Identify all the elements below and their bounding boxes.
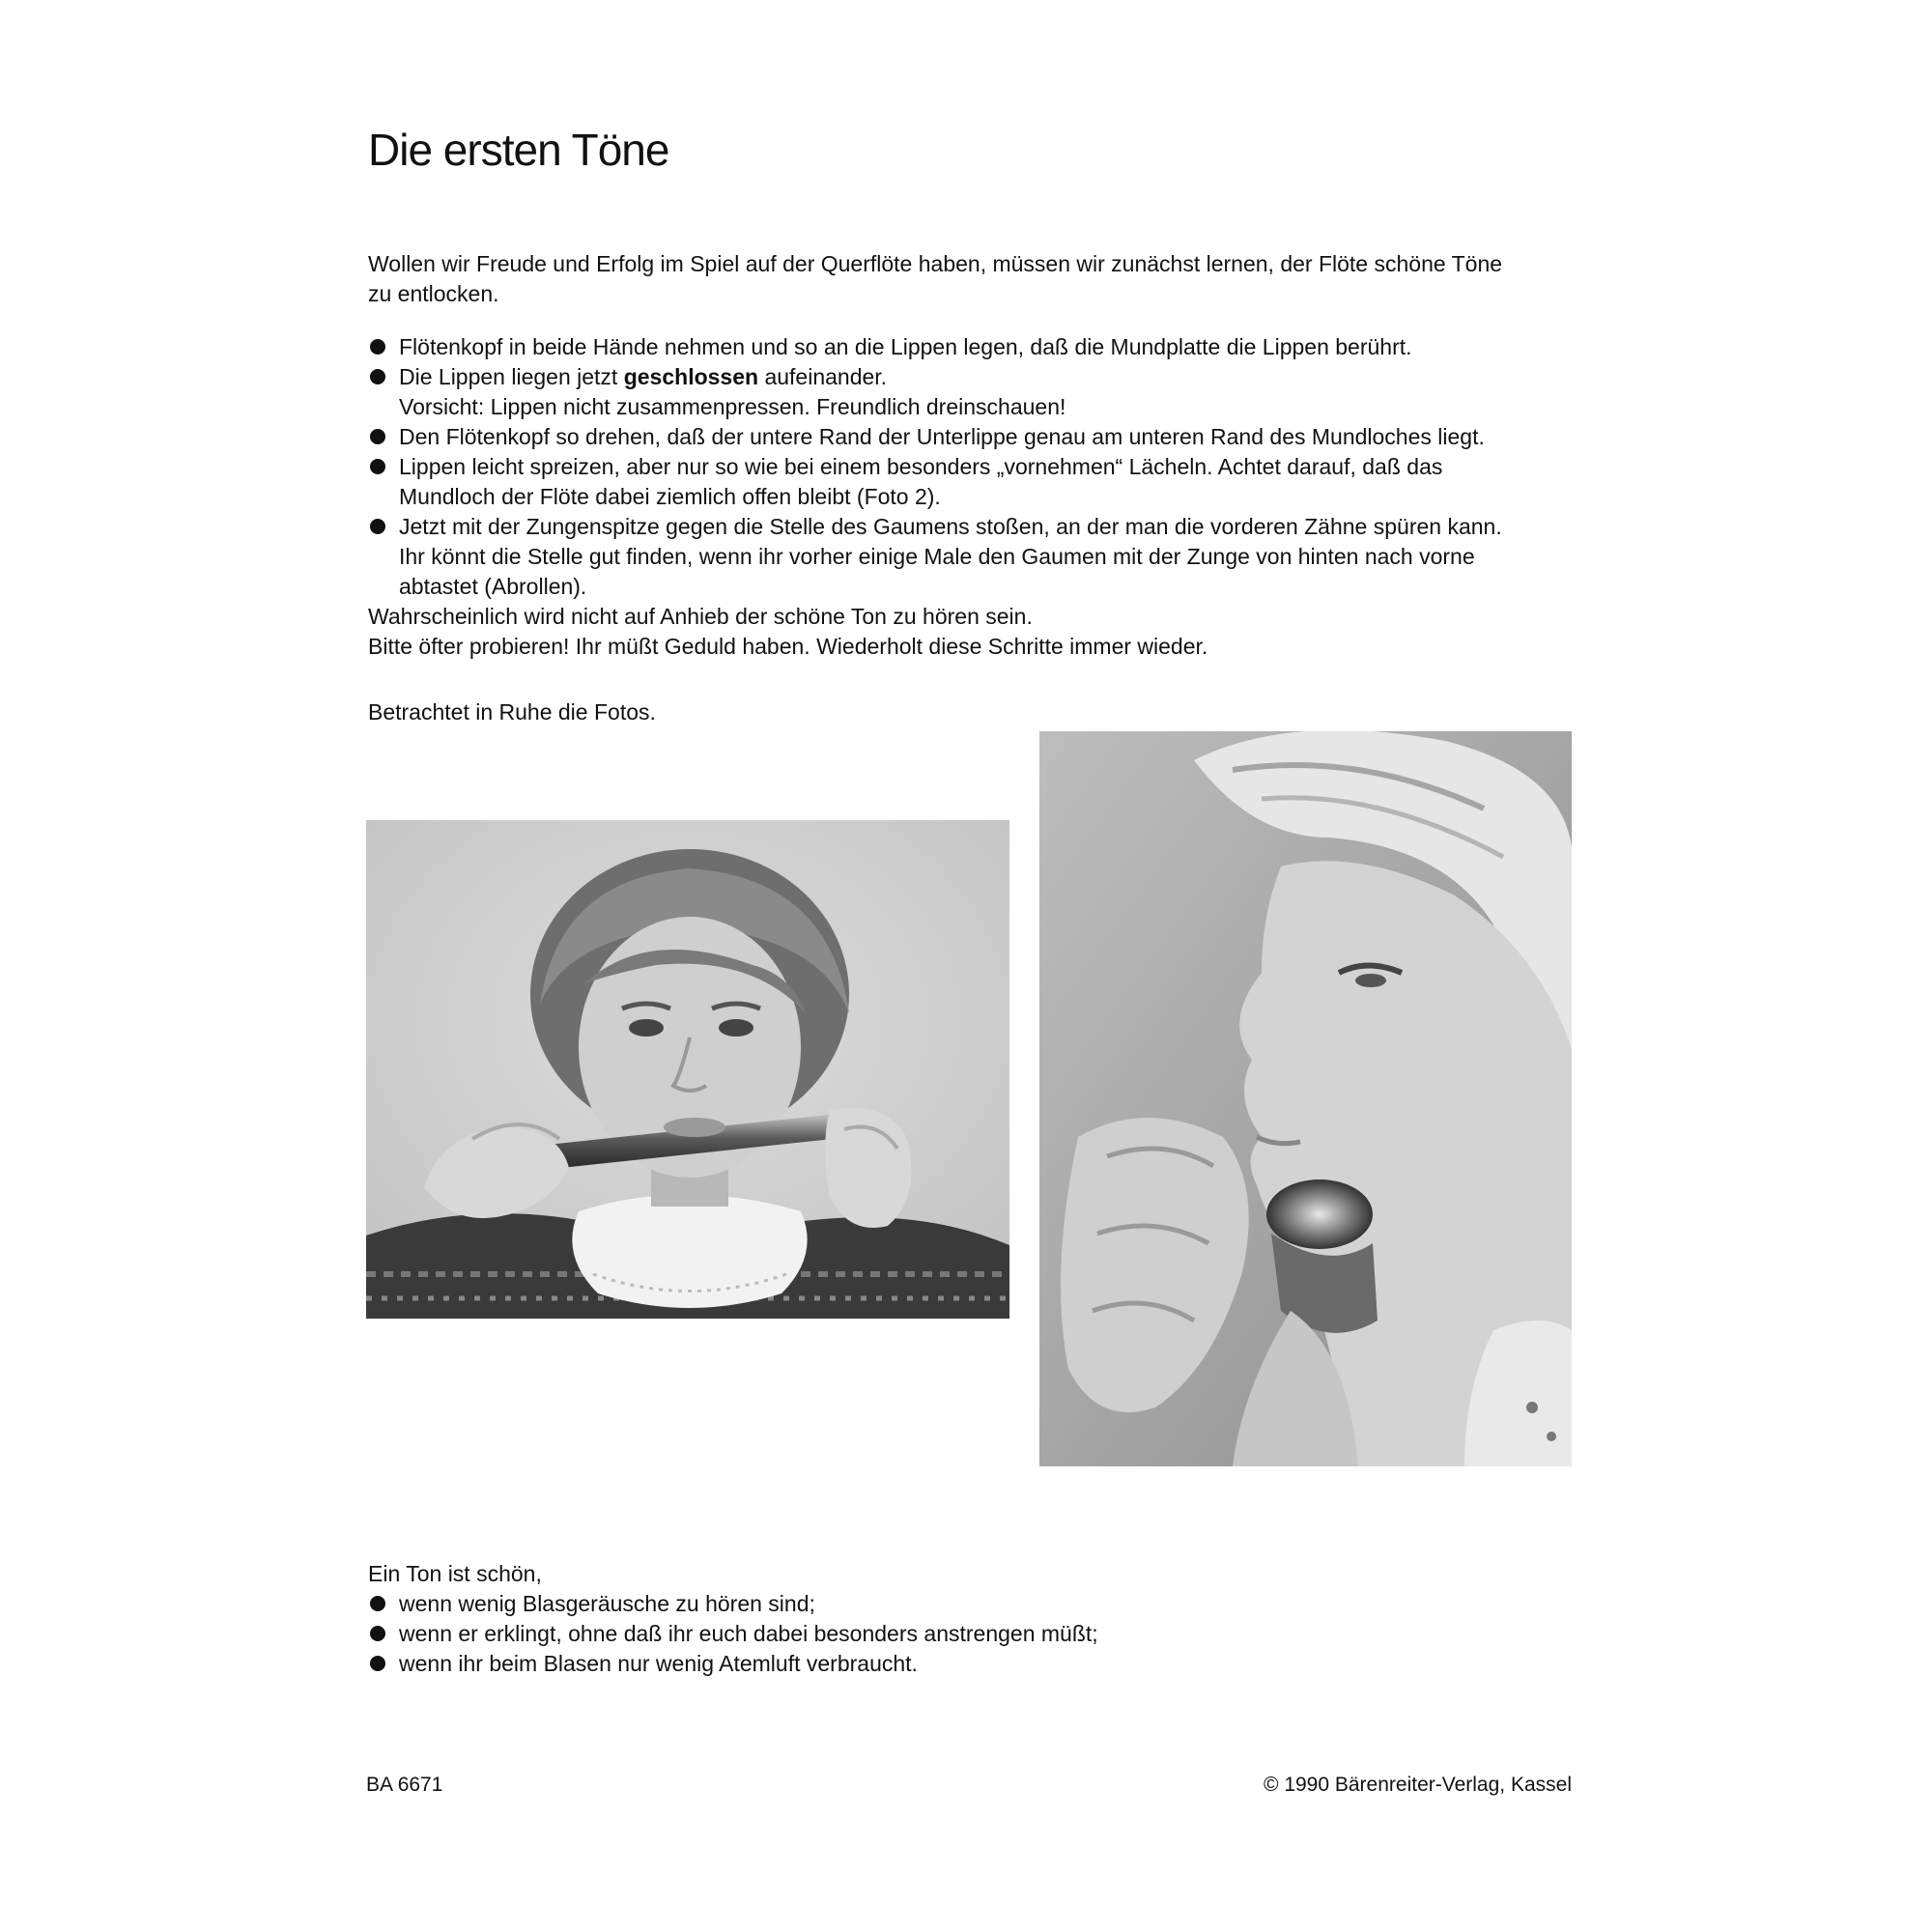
list-item: wenn ihr beim Blasen nur wenig Atemluft verbraucht. <box>368 1649 1098 1679</box>
bullet-icon <box>370 1656 385 1671</box>
photo-front-view-image <box>366 820 1009 1319</box>
closing-lead: Ein Ton ist schön, <box>368 1561 542 1586</box>
page-title: Die ersten Töne <box>368 125 669 175</box>
intro-line: Wollen wir Freude und Erfolg im Spiel auf der Querflöte haben, müssen wir zunächst lernen, der Flöte schöne Töne <box>368 251 1503 276</box>
bullet-icon <box>370 339 385 355</box>
bullet-icon <box>370 519 385 534</box>
photo-side-view <box>1039 731 1572 1466</box>
list-item: Flötenkopf in beide Hände nehmen und so an die Lippen legen, daß die Mundplatte die Lippen berührt. <box>368 332 1502 362</box>
bullet-icon <box>370 459 385 474</box>
bullet-icon <box>370 1626 385 1641</box>
bullet-icon <box>370 1596 385 1611</box>
copyright-notice: © 1990 Bärenreiter-Verlag, Kassel <box>1264 1774 1572 1796</box>
intro-line: zu entlocken. <box>368 281 499 306</box>
intro-paragraph <box>368 249 1502 309</box>
list-item: Jetzt mit der Zungenspitze gegen die Stelle des Gaumens stoßen, an der man die vorderen Zähne spüren kann. Ihr könnt die Stelle gut finden, wenn ihr vorher einige Male den Gaumen mit der Zunge von hinten nach vorne abtastet (Abrollen). <box>368 512 1502 602</box>
bullet-icon <box>370 429 385 444</box>
closing-list <box>368 1589 1098 1679</box>
list-item: Die Lippen liegen jetzt geschlossen aufeinander. Vorsicht: Lippen nicht zusammenpressen. Freundlich dreinschauen! <box>368 362 1502 422</box>
photo-hint: Betrachtet in Ruhe die Fotos. <box>368 699 656 724</box>
list-item: wenn er erklingt, ohne daß ihr euch dabei besonders anstrengen müßt; <box>368 1619 1098 1649</box>
list-item: Lippen leicht spreizen, aber nur so wie bei einem besonders „vornehmen“ Lächeln. Achtet darauf, daß das Mundloch der Flöte dabei ziemlich offen bleibt (Foto 2). <box>368 452 1502 512</box>
list-item: wenn wenig Blasgeräusche zu hören sind; <box>368 1589 1098 1619</box>
photo-front-view <box>366 820 1009 1319</box>
emphasis-text: geschlossen <box>623 364 759 389</box>
catalog-number: BA 6671 <box>366 1774 443 1796</box>
photo-side-view-image <box>1039 731 1572 1466</box>
instruction-list <box>368 332 1502 602</box>
bullet-icon <box>370 369 385 384</box>
list-item: Den Flötenkopf so drehen, daß der untere Rand der Unterlippe genau am unteren Rand des Mundloches liegt. <box>368 422 1502 452</box>
outro-paragraph: Wahrscheinlich wird nicht auf Anhieb der schöne Ton zu hören sein. Bitte öfter probieren! Ihr müßt Geduld haben. Wiederholt diese Schritte immer wieder. <box>368 604 1208 659</box>
